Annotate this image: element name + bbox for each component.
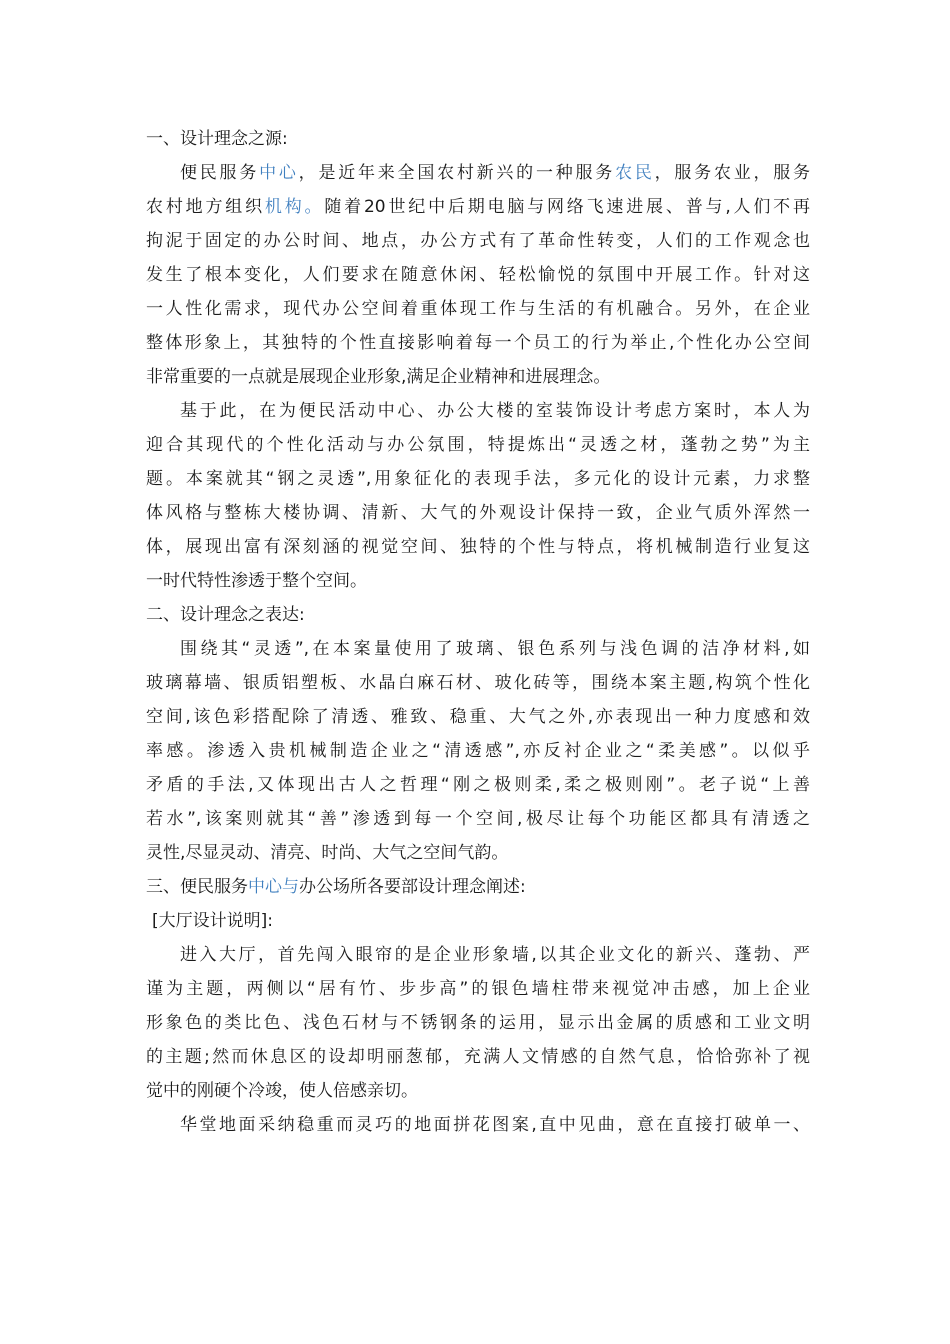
paragraph-line: 一时代特性渗透于整个空间。 [146, 571, 367, 591]
paragraph-line: 形象色的类比色、浅色石材与不锈钢条的运用，显示出金属的质感和工业文明 [146, 1013, 810, 1033]
text-run: 办公场所各要部设计理念阐述: [299, 877, 526, 897]
paragraph-line [146, 156, 810, 190]
section-heading-2: 二、设计理念之表达: [146, 605, 305, 625]
text-run: 农村地方组织 [146, 197, 265, 217]
paragraph-line: 华堂地面采纳稳重而灵巧的地面拼花图案,直中见曲，意在直接打破单一、 [180, 1115, 810, 1135]
paragraph-5 [146, 1108, 810, 1142]
section-heading-3 [146, 870, 810, 904]
paragraph-line: 玻璃幕墙、银质铝塑板、水晶白麻石材、玻化砖等，围绕本案主题,构筑个性化 [146, 673, 810, 693]
paragraph-2 [146, 394, 810, 598]
paragraph-3 [146, 632, 810, 870]
paragraph-line: 若水”,该案则就其“善”渗透到每一个空间,极尽让每个功能区都具有清透之 [146, 809, 810, 829]
paragraph-line: 基于此，在为便民活动中心、办公大楼的室装饰设计考虑方案时，本人为 [180, 401, 810, 421]
highlighted-term: 机构。 [264, 197, 325, 217]
paragraph-line: 空间,该色彩搭配除了清透、雅致、稳重、大气之外,亦表现出一种力度感和效 [146, 707, 810, 727]
paragraph-line [146, 190, 810, 224]
paragraph-line: 体，展现出富有深刻涵的视觉空间、独特的个性与特点，将机械制造行业复这 [146, 537, 810, 557]
highlighted-term: 农民 [615, 163, 655, 183]
paragraph-line: 进入大厅，首先闯入眼帘的是企业形象墙,以其企业文化的新兴、蓬勃、严 [180, 945, 810, 965]
paragraph-line: 迎合其现代的个性化活动与办公氛围，特提炼出“灵透之材，蓬勃之势”为主 [146, 435, 810, 455]
paragraph-line: 灵性,尽显灵动、清亮、时尚、大气之空间气韵。 [146, 843, 509, 863]
text-run: 三、便民服务 [146, 877, 248, 897]
paragraph-line: 非常重要的一点就是展现企业形象,满足企业精神和进展理念。 [146, 367, 611, 387]
paragraph-line: 的主题;然而休息区的设却明丽葱郁，充满人文情感的自然气息，恰恰弥补了视 [146, 1047, 810, 1067]
paragraph-line: 发生了根本变化，人们要求在随意休闲、轻松愉悦的氛围中开展工作。针对这 [146, 265, 810, 285]
text-run: 随着20世纪中后期电脑与网络飞速进展、普与,人们不再 [324, 197, 810, 217]
paragraph-line: 一人性化需求，现代办公空间着重体现工作与生活的有机融合。另外，在企业 [146, 299, 810, 319]
paragraph-line: 整体形象上，其独特的个性直接影响着每一个员工的行为举止,个性化办公空间 [146, 333, 810, 353]
paragraph-line: 觉中的刚硬个冷竣，使人倍感亲切。 [146, 1081, 418, 1101]
subheading-lobby: [大厅设计说明]: [152, 911, 273, 931]
text-run: ，是近年来全国农村新兴的一种服务 [298, 163, 616, 183]
highlighted-term: 中心与 [248, 877, 299, 897]
paragraph-1 [146, 156, 810, 394]
section-heading-1: 一、设计理念之源: [146, 129, 288, 149]
paragraph-line: 谨为主题，两侧以“居有竹、步步高”的银色墙柱带来视觉冲击感，加上企业 [146, 979, 810, 999]
paragraph-line: 拘泥于固定的办公时间、地点，办公方式有了革命性转变，人们的工作观念也 [146, 231, 810, 251]
paragraph-line: 题。本案就其“钢之灵透”,用象征化的表现手法，多元化的设计元素，力求整 [146, 469, 810, 489]
document-body [146, 122, 810, 1142]
highlighted-term: 中心 [259, 163, 299, 183]
paragraph-line: 率感。渗透入贵机械制造企业之“清透感”,亦反衬企业之“柔美感”。以似乎 [146, 741, 810, 761]
paragraph-4 [146, 938, 810, 1108]
text-run: 便民服务 [180, 163, 260, 183]
paragraph-line: 围绕其“灵透”,在本案量使用了玻璃、银色系列与浅色调的洁净材料,如 [180, 639, 810, 659]
text-run: ，服务农业，服务 [654, 163, 810, 183]
paragraph-line: 体风格与整栋大楼协调、清新、大气的外观设计保持一致，企业气质外浑然一 [146, 503, 810, 523]
paragraph-line: 矛盾的手法,又体现出古人之哲理“刚之极则柔,柔之极则刚”。老子说“上善 [146, 775, 810, 795]
